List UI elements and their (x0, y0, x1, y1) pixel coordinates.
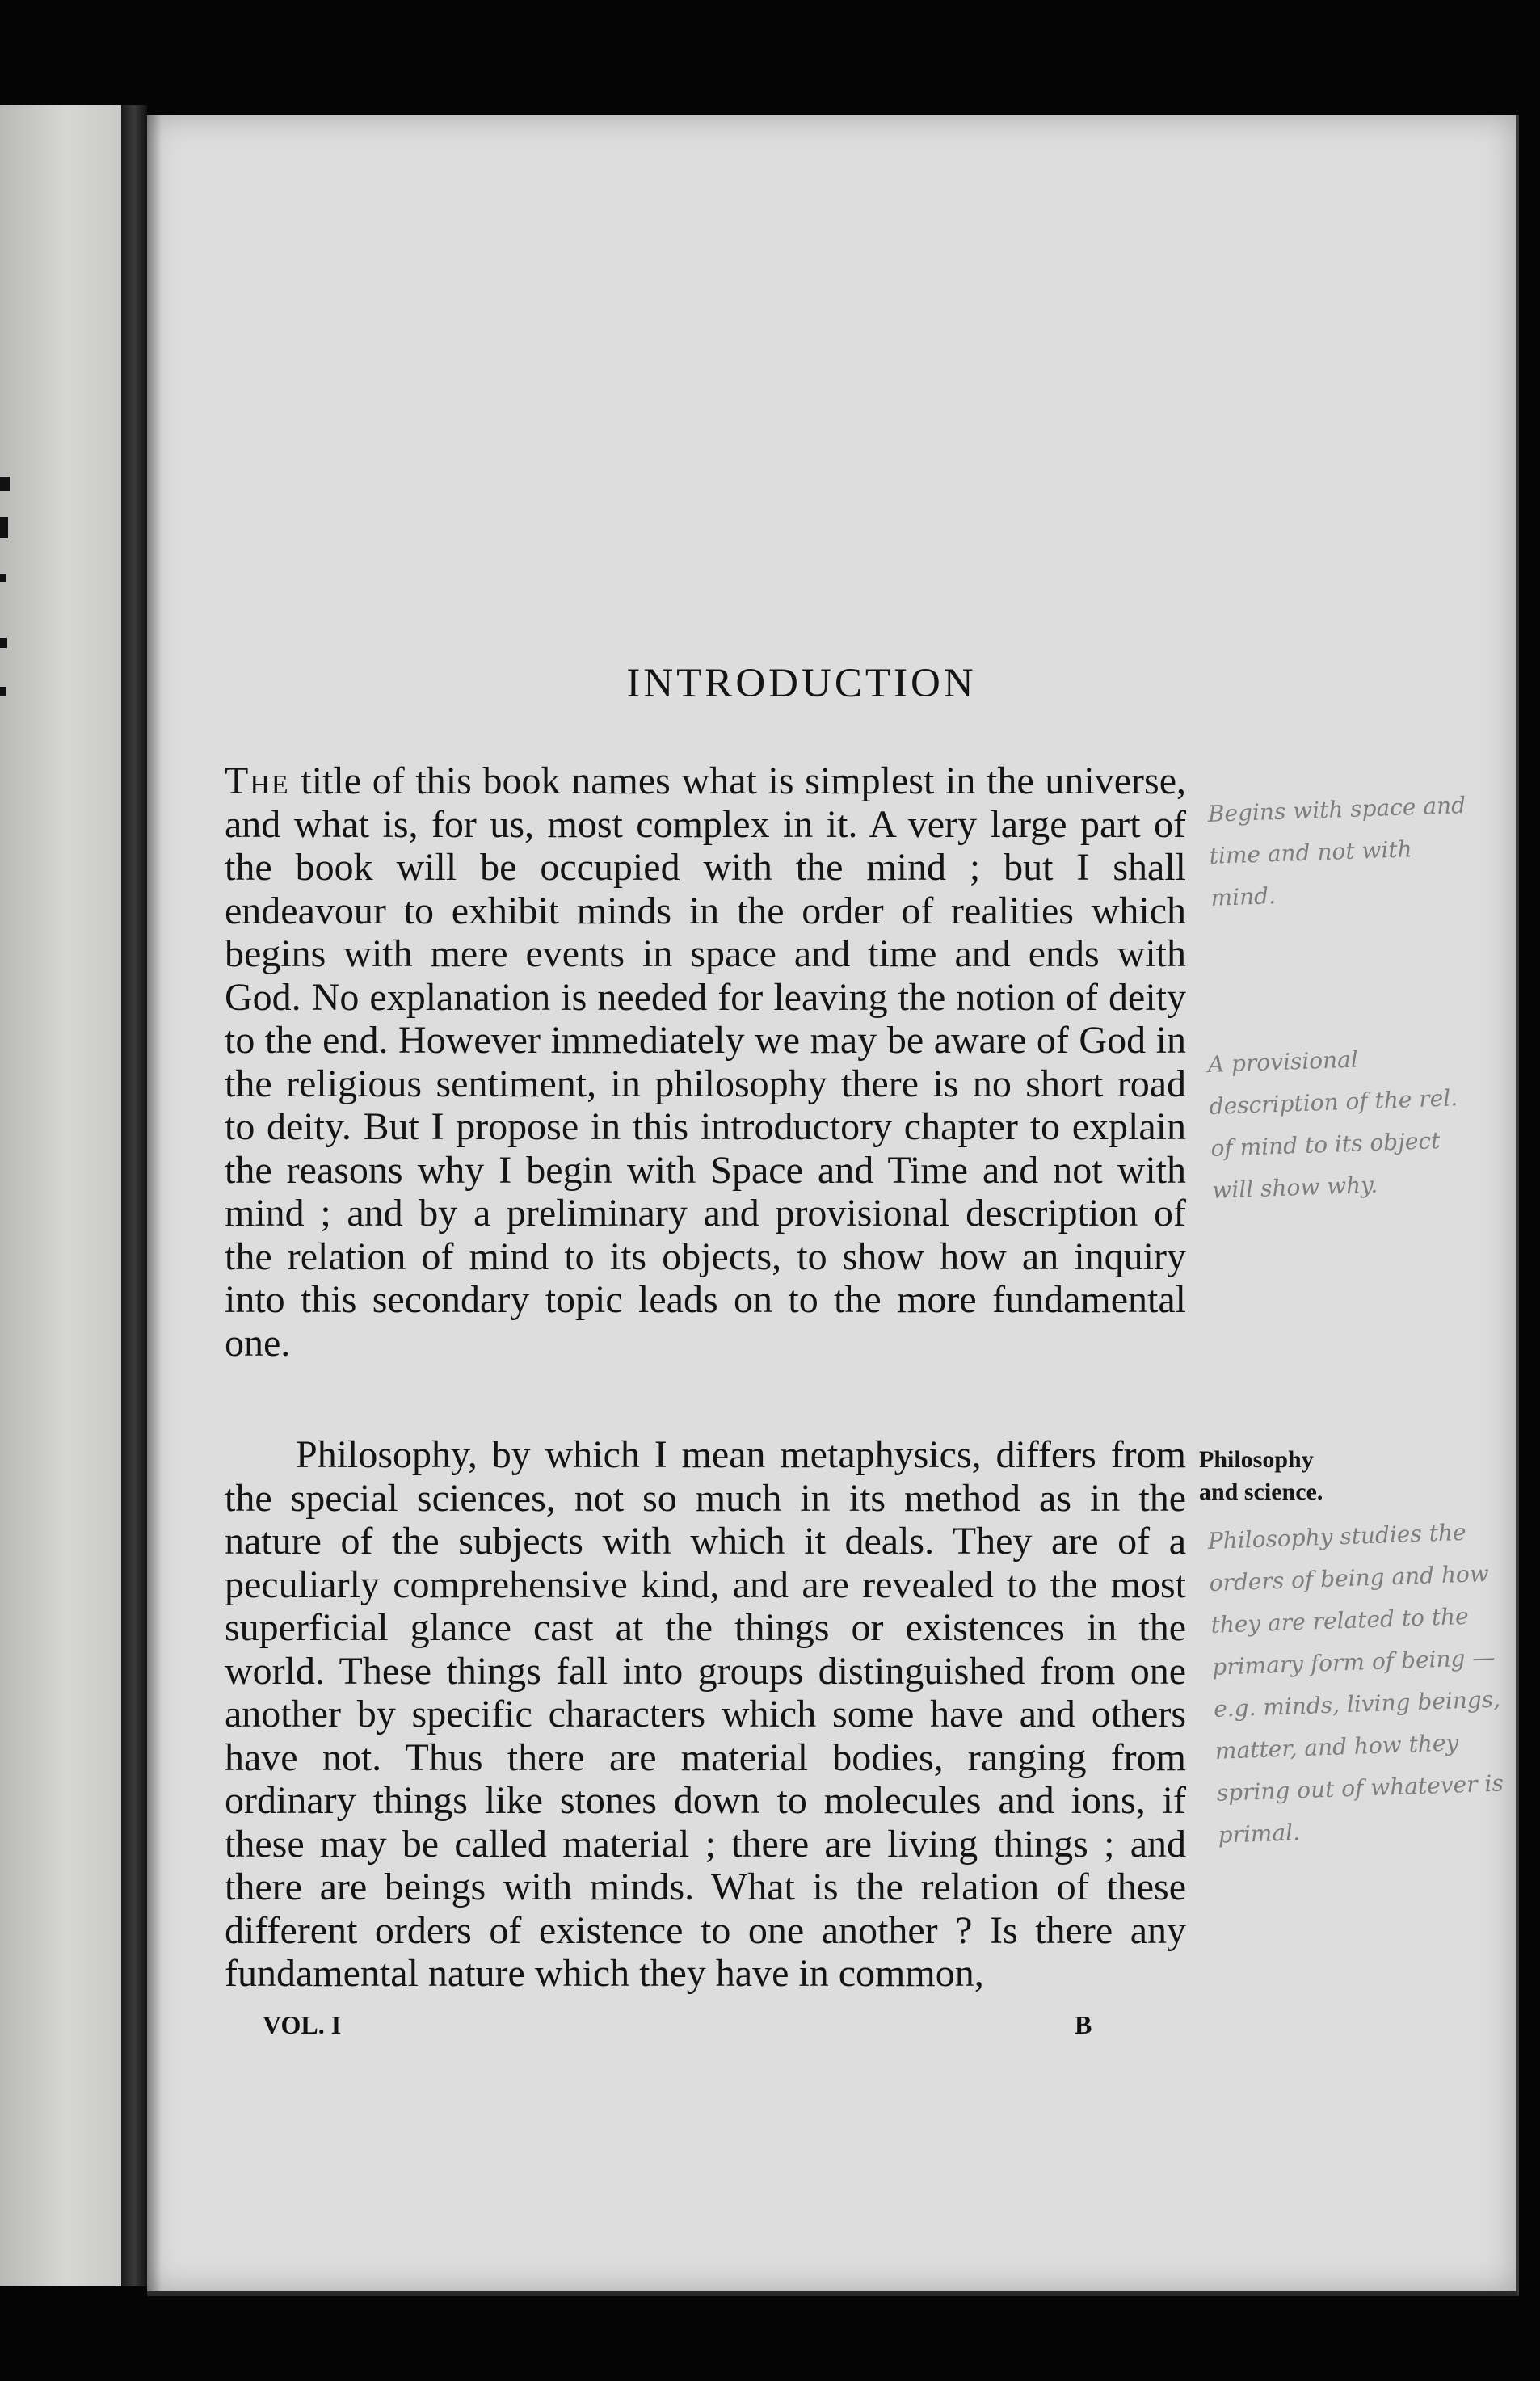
chapter-heading: INTRODUCTION (626, 661, 977, 706)
handwritten-note-3: Philosophy studies the orders of being and how they are related to the primary form of being — e.g. minds, living beings, matter, and how they spring out of whatever is primal. (1207, 1518, 1504, 1849)
handwritten-note-1: Begins with space and time and not with mind. (1207, 791, 1466, 911)
paragraph-text: title of this book names what is simplest in the universe, and what is, for us, most complex in it. A very large part of the book will be occupied with the mind ; but I shall endeavour to exhibit minds in the order of realities which begins with mere events in space and time and ends with God. No explanation is needed for leaving the notion of deity to the end. However immediately we may be aware of God in the religious sentiment, in philosophy there is no short road to deity. But I propose in this introductory chapter to explain the reasons why I begin with Space and Time and not with mind ; and by a preliminary and provisional description of the relation of mind to its objects, to show how an inquiry into this secondary topic leads on to the more fundamental one. (225, 759, 1186, 1365)
left-margin-marks (0, 477, 13, 711)
volume-label: VOL. I (263, 2010, 342, 2039)
introduction-paragraph (225, 759, 1186, 1365)
margin-sidenote (1199, 1444, 1344, 1508)
handwritten-note-2: A provisional description of the rel. of mind to its object will show why. (1207, 1045, 1458, 1204)
paragraph-lead: The (225, 759, 290, 802)
sidenote-line-2: and science. (1199, 1479, 1323, 1505)
left-page-edge (0, 105, 121, 2286)
signature-letter: B (1075, 2010, 1092, 2039)
philosophy-paragraph: Philosophy, by which I mean metaphysics, differs from the special sciences, not so much in its method as in the nature of the subjects with which it deals. They are of a peculiarly comprehensive kind, and are revealed to the most superficial glance cast at the things or existences in the world. These things fall into groups distinguished from one another by specific characters which some have and others have not. Thus there are material bodies, ranging from ordinary things like stones down to molecules and ions, if these may be called material ; there are living things ; and there are beings with minds. What is the relation of these different orders of existence to one another ? Is there any fundamental nature which they have in common, (225, 1433, 1186, 1995)
page-shadow (147, 115, 162, 2291)
right-book-page (147, 115, 1519, 2296)
book-gutter (121, 105, 147, 2286)
sidenote-line-1: Philosophy (1199, 1446, 1314, 1473)
